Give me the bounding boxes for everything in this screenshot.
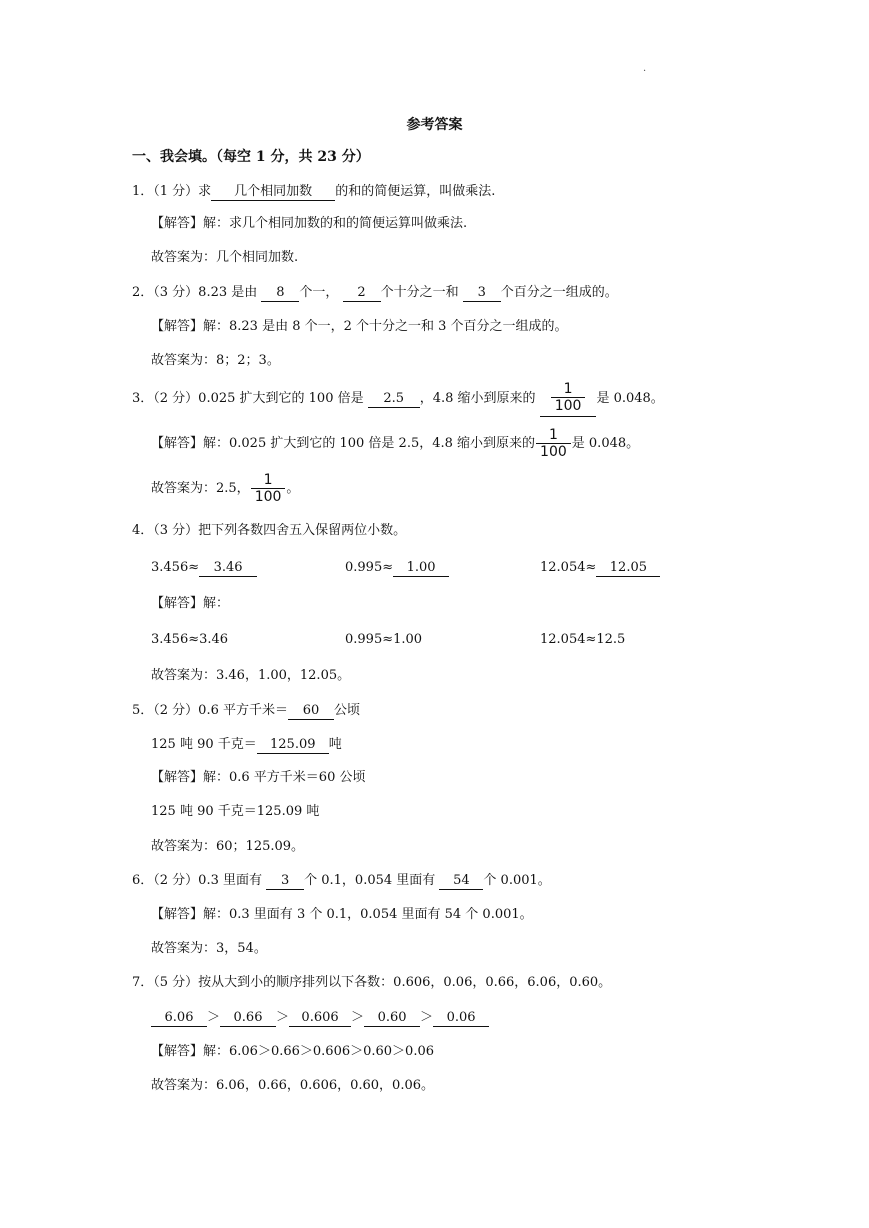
q4-expr-1: 3.456≈ <box>151 560 200 575</box>
q3-ans-frac-num: 1 <box>263 472 273 488</box>
q2-question <box>132 283 618 303</box>
q7-blank-2: 0.66 <box>220 1010 276 1027</box>
header-dot: · <box>643 66 647 77</box>
q3-frac-den: 100 <box>551 397 586 414</box>
q1-blank: 几个相同加数 <box>211 184 335 201</box>
q2-number: 2．（3 分）8.23 是由 <box>132 285 258 300</box>
q3-tail: 是 0.048。 <box>596 391 664 406</box>
q7-gt-3: ＞ <box>351 1010 365 1025</box>
q3-blank-1: 2.5 <box>368 391 420 408</box>
q3-solution-pre: 【解答】解：0.025 扩大到它的 100 倍是 2.5，4.8 缩小到原来的 <box>151 436 536 451</box>
q7-order-line <box>151 1008 489 1028</box>
q7-blank-1: 6.06 <box>151 1010 207 1027</box>
q1-tail: 的和的简便运算，叫做乘法. <box>335 184 496 199</box>
q4-item-2 <box>345 558 449 578</box>
q6-number: 6．（2 分）0.3 里面有 <box>132 873 262 888</box>
q4-result-3: 12.054≈12.5 <box>540 632 626 647</box>
section-heading: 一、我会填。（每空 1 分，共 23 分） <box>132 149 370 165</box>
q2-text-3: 个百分之一组成的。 <box>500 285 618 300</box>
q4-result-1: 3.456≈3.46 <box>151 632 229 647</box>
q7-answer: 故答案为：6.06，0.66，0.606，0.60，0.06。 <box>151 1078 434 1093</box>
q3-solution <box>151 426 639 462</box>
q6-text-1: 个 0.1，0.054 里面有 <box>304 873 436 888</box>
q6-blank-1: 3 <box>266 873 304 890</box>
q5-line2 <box>151 735 342 755</box>
q4-blank-2: 1.00 <box>393 560 449 577</box>
q6-solution: 【解答】解：0.3 里面有 3 个 0.1，0.054 里面有 54 个 0.001。 <box>151 907 533 922</box>
q3-answer-pre: 故答案为：2.5， <box>151 481 250 496</box>
q3-answer <box>151 471 299 507</box>
q6-answer: 故答案为：3，54。 <box>151 941 267 956</box>
q5-solution-2: 125 吨 90 千克＝125.09 吨 <box>151 804 320 819</box>
q4-expr-3: 12.054≈ <box>540 560 597 575</box>
q3-fraction <box>551 381 586 414</box>
q5-line2-pre: 125 吨 90 千克＝ <box>151 737 257 752</box>
q5-blank-2: 125.09 <box>257 737 329 754</box>
q3-solution-fraction <box>536 427 571 460</box>
q1-number: 1．（1 分）求 <box>132 184 212 199</box>
q4-item-1 <box>151 558 257 578</box>
q2-answer: 故答案为：8；2；3。 <box>151 353 280 368</box>
q5-answer: 故答案为：60；125.09。 <box>151 839 305 854</box>
q7-gt-2: ＞ <box>276 1010 290 1025</box>
q3-solution-post: 是 0.048。 <box>571 436 640 451</box>
q4-blank-3: 12.05 <box>596 560 660 577</box>
q7-gt-1: ＞ <box>207 1010 221 1025</box>
q5-number: 5．（2 分）0.6 平方千米＝ <box>132 703 288 718</box>
q2-text-1: 个一， <box>299 285 339 300</box>
q4-question: 4．（3 分）把下列各数四舍五入保留两位小数。 <box>132 523 407 538</box>
q5-blank-1: 60 <box>288 703 334 720</box>
q7-solution: 【解答】解：6.06＞0.66＞0.606＞0.60＞0.06 <box>151 1044 434 1059</box>
q3-sol-frac-num: 1 <box>548 427 558 443</box>
q1-question <box>132 182 495 202</box>
q4-item-3 <box>540 558 660 578</box>
q6-blank-2: 54 <box>439 873 483 890</box>
q6-question <box>132 871 551 891</box>
q2-blank-1: 8 <box>261 285 299 302</box>
q7-question: 7．（5 分）按从大到小的顺序排列以下各数：0.606，0.06，0.66，6.06，0.60。 <box>132 975 612 990</box>
q7-gt-4: ＞ <box>420 1010 434 1025</box>
q3-blank-2 <box>540 380 597 417</box>
q3-mid: ，4.8 缩小到原来的 <box>419 391 536 406</box>
q2-text-2: 个十分之一和 <box>380 285 459 300</box>
q1-answer: 故答案为：几个相同加数. <box>151 250 299 265</box>
q2-solution: 【解答】解：8.23 是由 8 个一，2 个十分之一和 3 个百分之一组成的。 <box>151 319 568 334</box>
q7-blank-4: 0.60 <box>364 1010 420 1027</box>
q4-solution-label: 【解答】解： <box>151 596 230 611</box>
q5-question <box>132 701 360 721</box>
q3-answer-fraction <box>251 472 286 505</box>
q3-ans-frac-den: 100 <box>251 488 286 505</box>
q3-answer-post: 。 <box>286 481 300 496</box>
q3-question <box>132 380 664 417</box>
q3-frac-num: 1 <box>563 381 573 397</box>
q2-blank-3: 3 <box>463 285 501 302</box>
q4-result-2: 0.995≈1.00 <box>345 632 423 647</box>
q3-number: 3．（2 分）0.025 扩大到它的 100 倍是 <box>132 391 364 406</box>
q4-answer: 故答案为：3.46，1.00，12.05。 <box>151 668 351 683</box>
q4-blank-1: 3.46 <box>199 560 257 577</box>
q7-blank-3: 0.606 <box>289 1010 351 1027</box>
q3-sol-frac-den: 100 <box>536 443 571 460</box>
q5-text-1: 公顷 <box>333 703 360 718</box>
page-title: 参考答案 <box>406 117 463 133</box>
q2-blank-2: 2 <box>343 285 381 302</box>
q7-blank-5: 0.06 <box>433 1010 489 1027</box>
q4-expr-2: 0.995≈ <box>345 560 394 575</box>
q6-text-2: 个 0.001。 <box>483 873 551 888</box>
q5-solution-1: 【解答】解：0.6 平方千米＝60 公顷 <box>151 770 366 785</box>
q5-text-2: 吨 <box>328 737 342 752</box>
q1-solution: 【解答】解：求几个相同加数的和的简便运算叫做乘法. <box>151 216 468 231</box>
